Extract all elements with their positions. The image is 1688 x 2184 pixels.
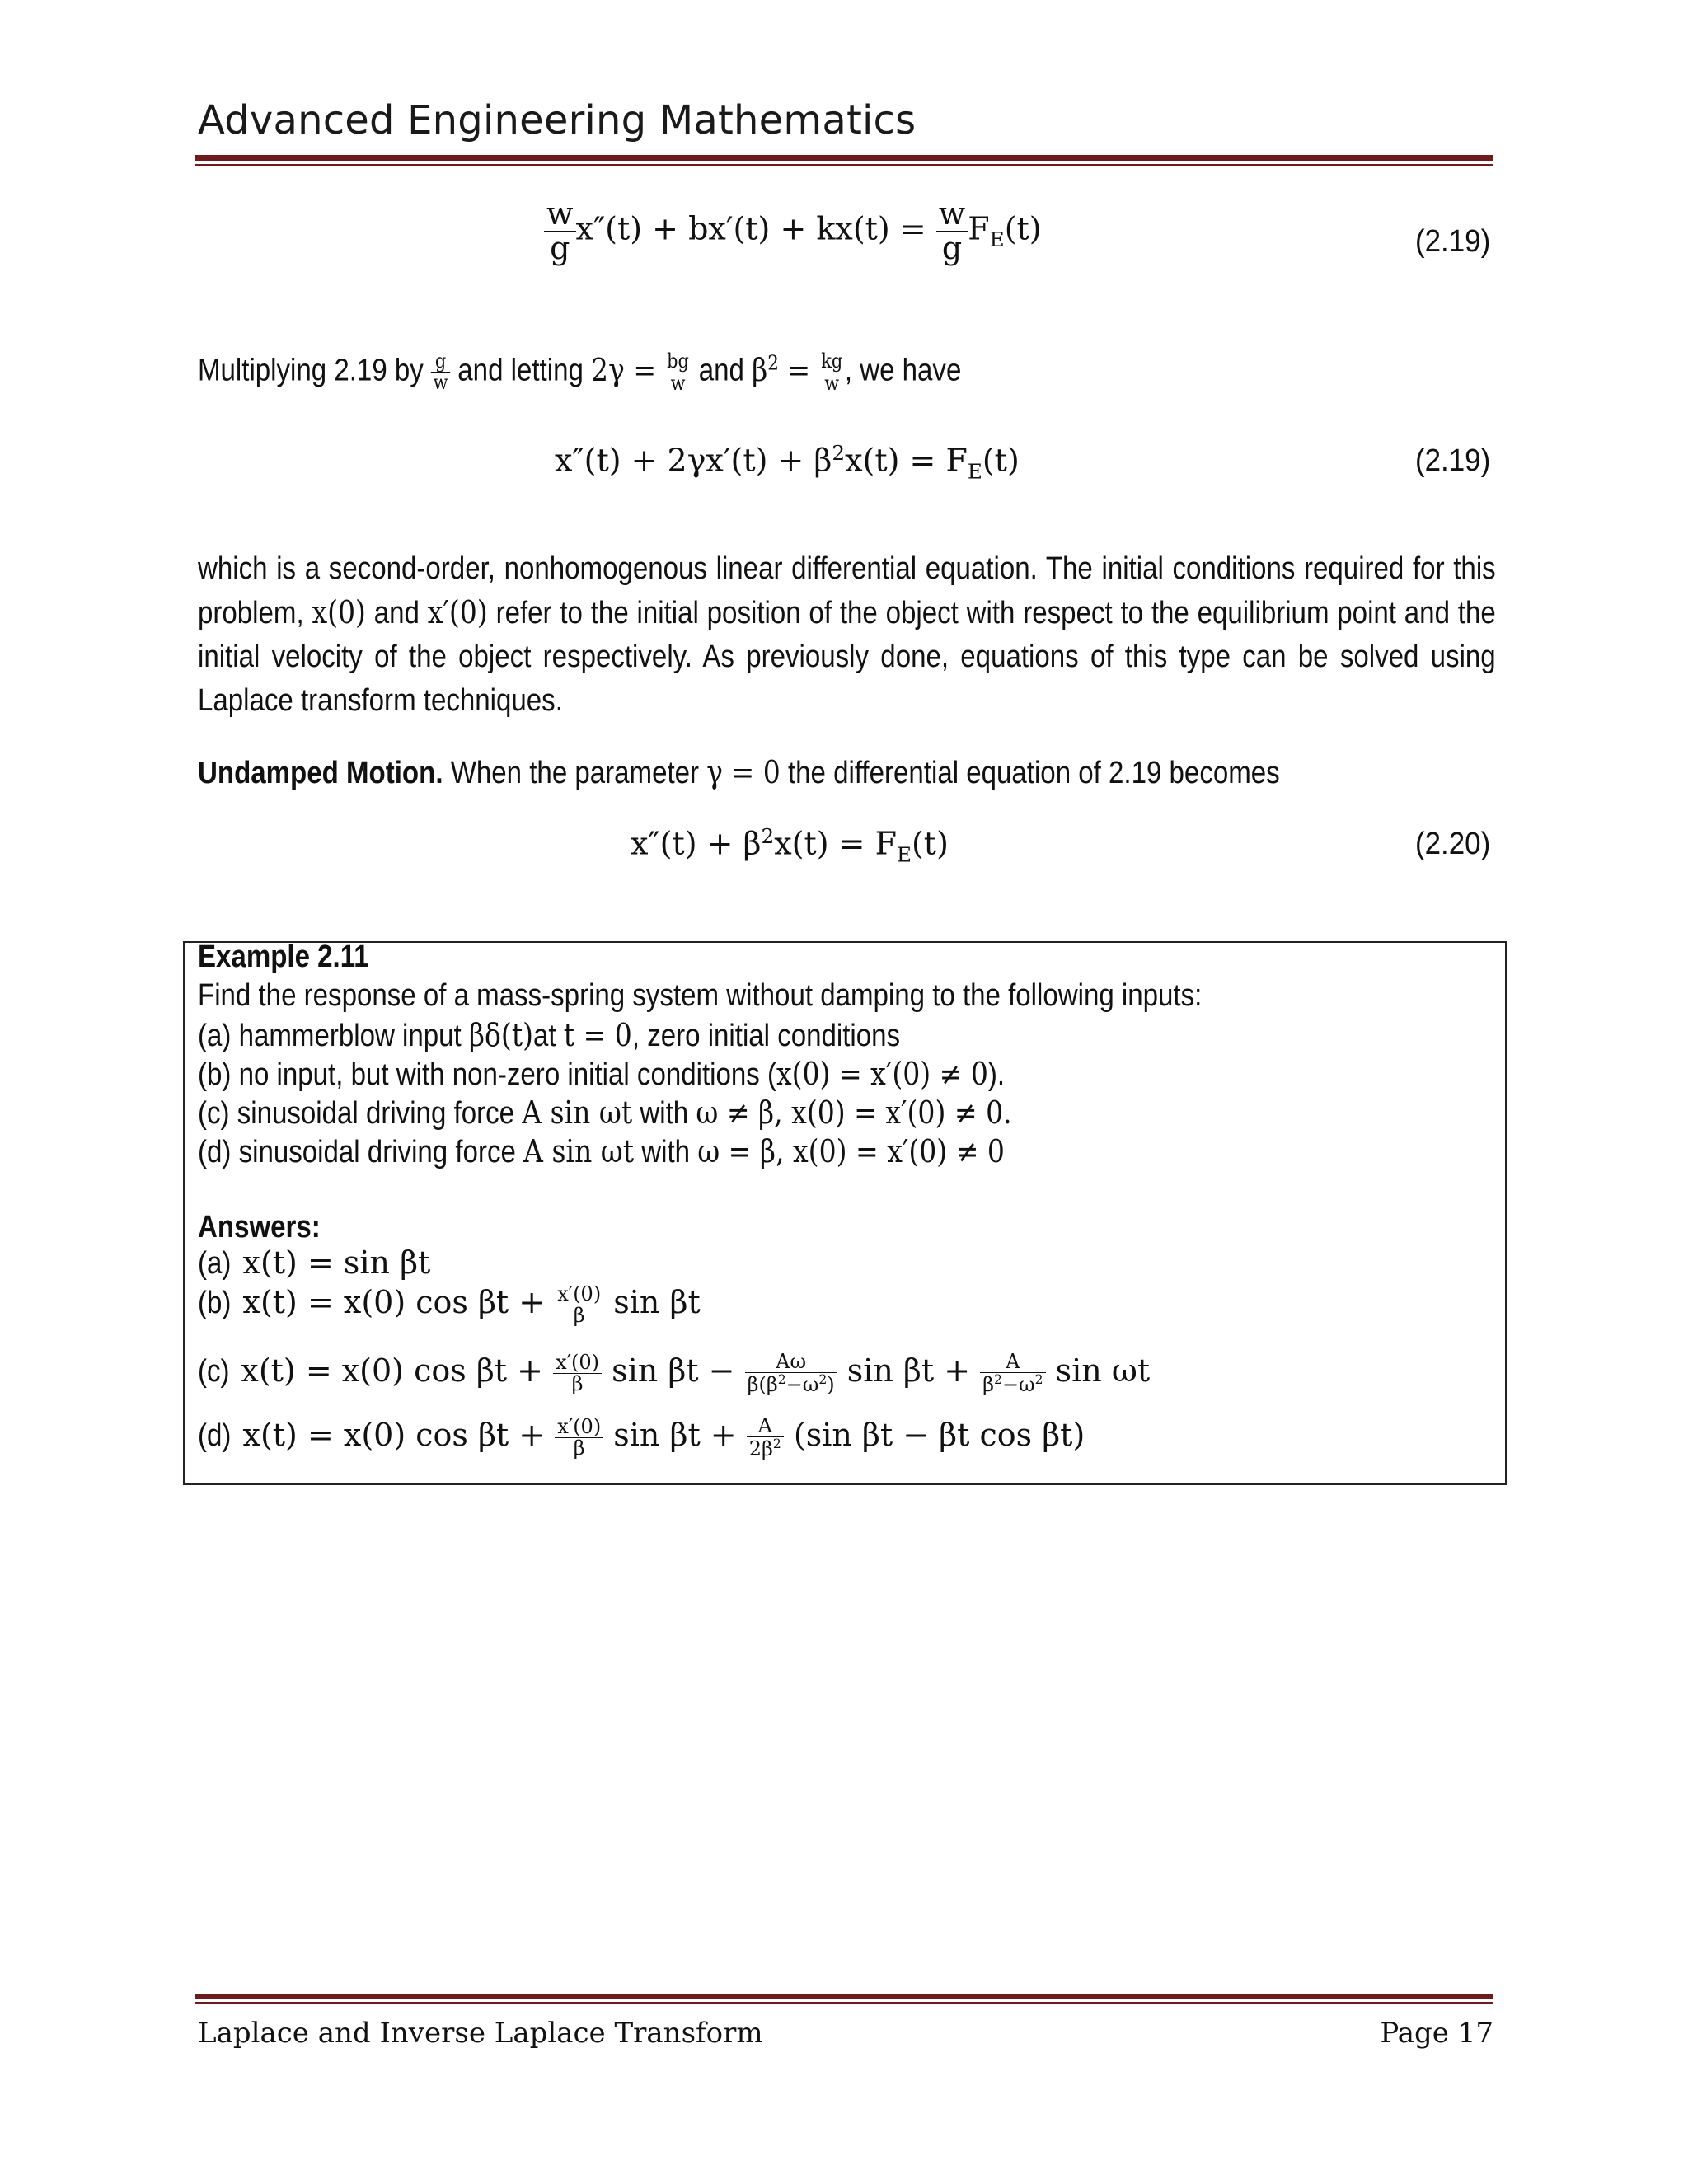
- undamped-motion-line: Undamped Motion. When the parameter γ = 0 the differential equation of 2.19 becomes: [198, 754, 1280, 790]
- example-part-d: (d) sinusoidal driving force A sin ωt with ω = β, x(0) = x′(0) ≠ 0: [198, 1133, 1005, 1169]
- and-letting: and letting: [457, 353, 584, 388]
- answer-b: (b) x(t) = x(0) cos βt + $\frac{x'(0)}{\beta}$ sin βt: [198, 1282, 701, 1328]
- example-part-b: (b) no input, but with non-zero initial conditions (x(0) = x′(0) ≠ 0).: [198, 1056, 1006, 1092]
- multiplying-intro: Multiplying 2.19 by: [198, 353, 424, 388]
- answers-heading: Answers:: [198, 1210, 321, 1244]
- fraction-g-over-w: $\frac{g}{w}$: [431, 351, 450, 393]
- header-rule-thick: [195, 155, 1493, 161]
- we-have: , we have: [844, 353, 962, 388]
- example-title: Example 2.11: [198, 940, 369, 974]
- answer-d: (d) x(t) = x(0) cos βt + $\frac{x'(0)}{\beta}$ sin βt + $\frac{A}{2\beta^2}$ (sin βt − βt cos βt): [198, 1414, 1085, 1461]
- beta-squared-def: $\beta^2$ = $\frac{kg}{w}$: [752, 352, 845, 388]
- and-word: and: [698, 353, 744, 388]
- paragraph-second-order: which is a second-order, nonhomogenous linear differential equation. The initial conditions required for this problem, x(0) and x′(0) refer to the initial position of the object with respect to the equilibrium point and the initial velocity of the object respectively. As previously done, equations of this type can be solved using Laplace transform techniques.: [198, 551, 1496, 718]
- page-header-title: Advanced Engineering Mathematics: [198, 97, 917, 143]
- example-part-c: (c) sinusoidal driving force A sin ωt with ω ≠ β, x(0) = x′(0) ≠ 0.: [198, 1094, 1012, 1131]
- multiplying-line: [198, 350, 961, 394]
- two-gamma-def: 2γ = $\frac{bg}{w}$: [591, 352, 691, 388]
- equation-2-19-a: $\frac{w}{g}$ x″(t) + bx′(t) + kx(t) = $\frac{w}{g}$ $F_E(t)$: [544, 198, 1042, 265]
- header-rule-thin: [195, 164, 1493, 166]
- answer-c: (c) x(t) = x(0) cos βt + $\frac{x'(0)}{\beta}$ sin βt − $\frac{A\omega}{\beta(\beta^2-\omega^2)}$ sin βt + $\frac{A}{\beta^2-\omega^2}$ sin ωt: [198, 1350, 1151, 1397]
- equation-number-1: (2.19): [1414, 224, 1490, 259]
- footer-rule-thick: [195, 1994, 1493, 1999]
- page-number: Page 17: [1380, 2017, 1493, 2050]
- equation-2-20: $x''(t) + \beta^2x(t) = F_E(t)$: [631, 824, 949, 867]
- example-part-a: (a) hammerblow input βδ(t)at t = 0, zero initial conditions: [198, 1017, 901, 1053]
- footer-title: Laplace and Inverse Laplace Transform: [198, 2017, 763, 2050]
- undamped-heading: Undamped Motion.: [198, 756, 443, 790]
- answer-a: (a) x(t) = sin βt: [198, 1244, 431, 1281]
- footer-rule-thin: [195, 2002, 1493, 2004]
- equation-number-3: (2.20): [1414, 827, 1490, 861]
- equation-2-19-b: $x''(t) + 2\gamma x'(t) + \beta^2x(t) = F_E(t)$: [555, 441, 1020, 484]
- equation-number-2: (2.19): [1414, 443, 1490, 478]
- example-prompt: Find the response of a mass-spring system without damping to the following inputs:: [198, 978, 1203, 1013]
